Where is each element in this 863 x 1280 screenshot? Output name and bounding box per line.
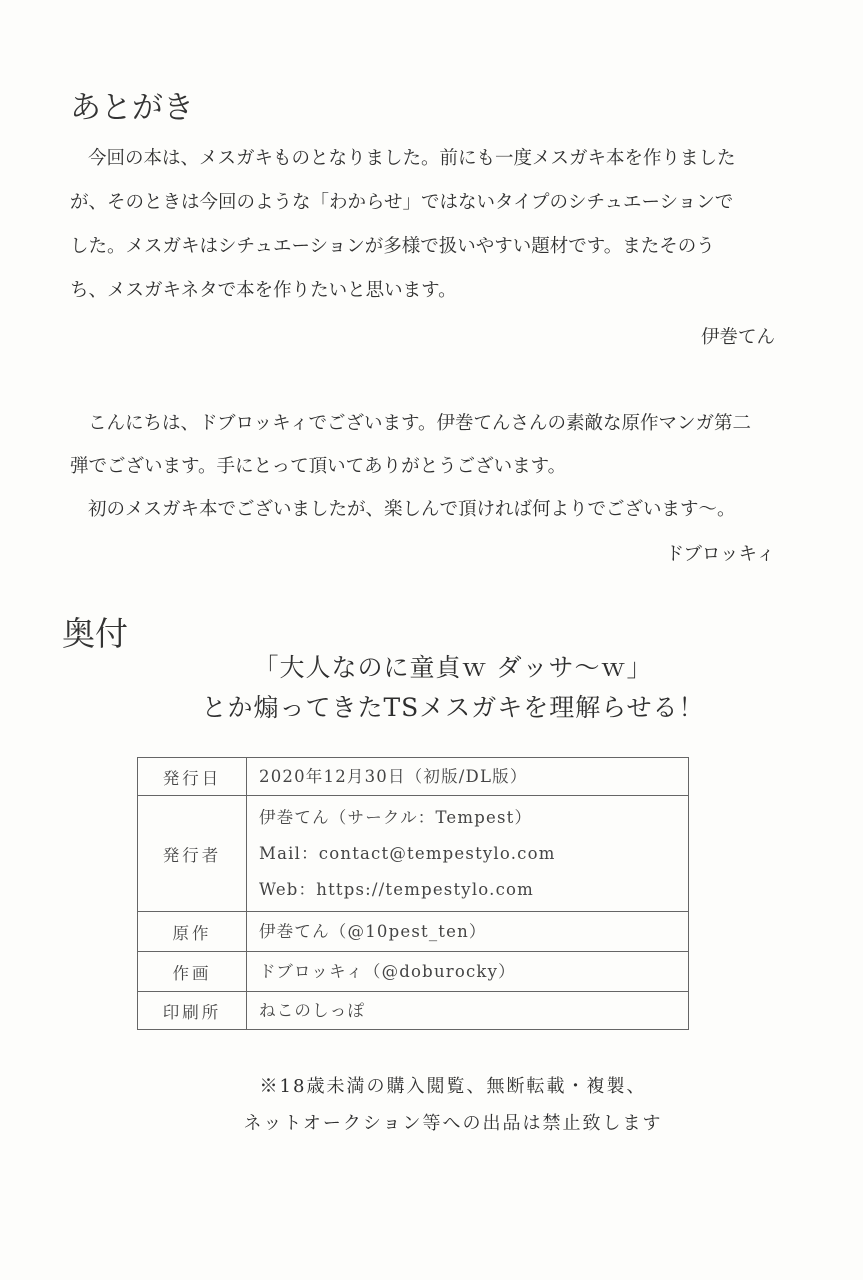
table-row — [138, 992, 689, 1030]
paragraph-line: 弾でございます。手にとって頂いてありがとうございます。 — [70, 456, 567, 477]
signature: ドブロッキィ — [665, 544, 775, 565]
table-row — [138, 796, 689, 912]
paragraph-line: 初のメスガキ本でございましたが、楽しんで頂ければ何よりでございます～。 — [88, 499, 736, 520]
row-value: 2020年12月30日（初版/DL版） — [259, 766, 528, 786]
row-value: 伊巻てん（サークル：Tempest） — [259, 807, 533, 827]
notice-line: ネットオークション等への出品は禁止致します — [243, 1113, 663, 1134]
row-label: 原作 — [138, 912, 247, 952]
table-row — [138, 758, 689, 796]
row-label: 発行者 — [138, 796, 247, 912]
row-value: Web：https://tempestylo.com — [259, 879, 535, 899]
paragraph-line: した。メスガキはシチュエーションが多様で扱いやすい題材です。またそのう — [70, 236, 715, 257]
row-value: 伊巻てん（@10pest_ten） — [259, 921, 487, 941]
row-value: ねこのしっぽ — [259, 1000, 366, 1020]
paragraph-line: こんにちは、ドブロッキィでございます。伊巻てんさんの素敵な原作マンガ第二 — [88, 413, 752, 434]
row-value: Mail：contact@tempestylo.com — [259, 843, 556, 863]
paragraph-line: が、そのときは今回のような「わからせ」ではないタイプのシチュエーションで — [70, 192, 734, 213]
afterword-title: あとがき — [70, 90, 194, 126]
book-title-line: 「大人なのに童貞ｗ ダッサ～ｗ」 — [253, 653, 653, 682]
row-label: 作画 — [138, 952, 247, 992]
book-title-line: とか煽ってきたTSメスガキを理解らせる！ — [201, 693, 705, 722]
colophon-title: 奥付 — [62, 614, 128, 653]
row-value: ドブロッキィ（@doburocky） — [259, 961, 516, 981]
table-row — [138, 952, 689, 992]
row-label: 発行日 — [138, 758, 247, 796]
row-label: 印刷所 — [138, 992, 247, 1030]
table-row — [138, 912, 689, 952]
notice-line: ※18歳未満の購入閲覧、無断転載・複製、 — [259, 1076, 647, 1097]
colophon-table — [137, 757, 689, 1030]
paragraph-line: ち、メスガキネタで本を作りたいと思います。 — [70, 280, 457, 301]
paragraph-line: 今回の本は、メスガキものとなりました。前にも一度メスガキ本を作りました — [88, 148, 736, 169]
signature: 伊巻てん — [700, 327, 775, 348]
